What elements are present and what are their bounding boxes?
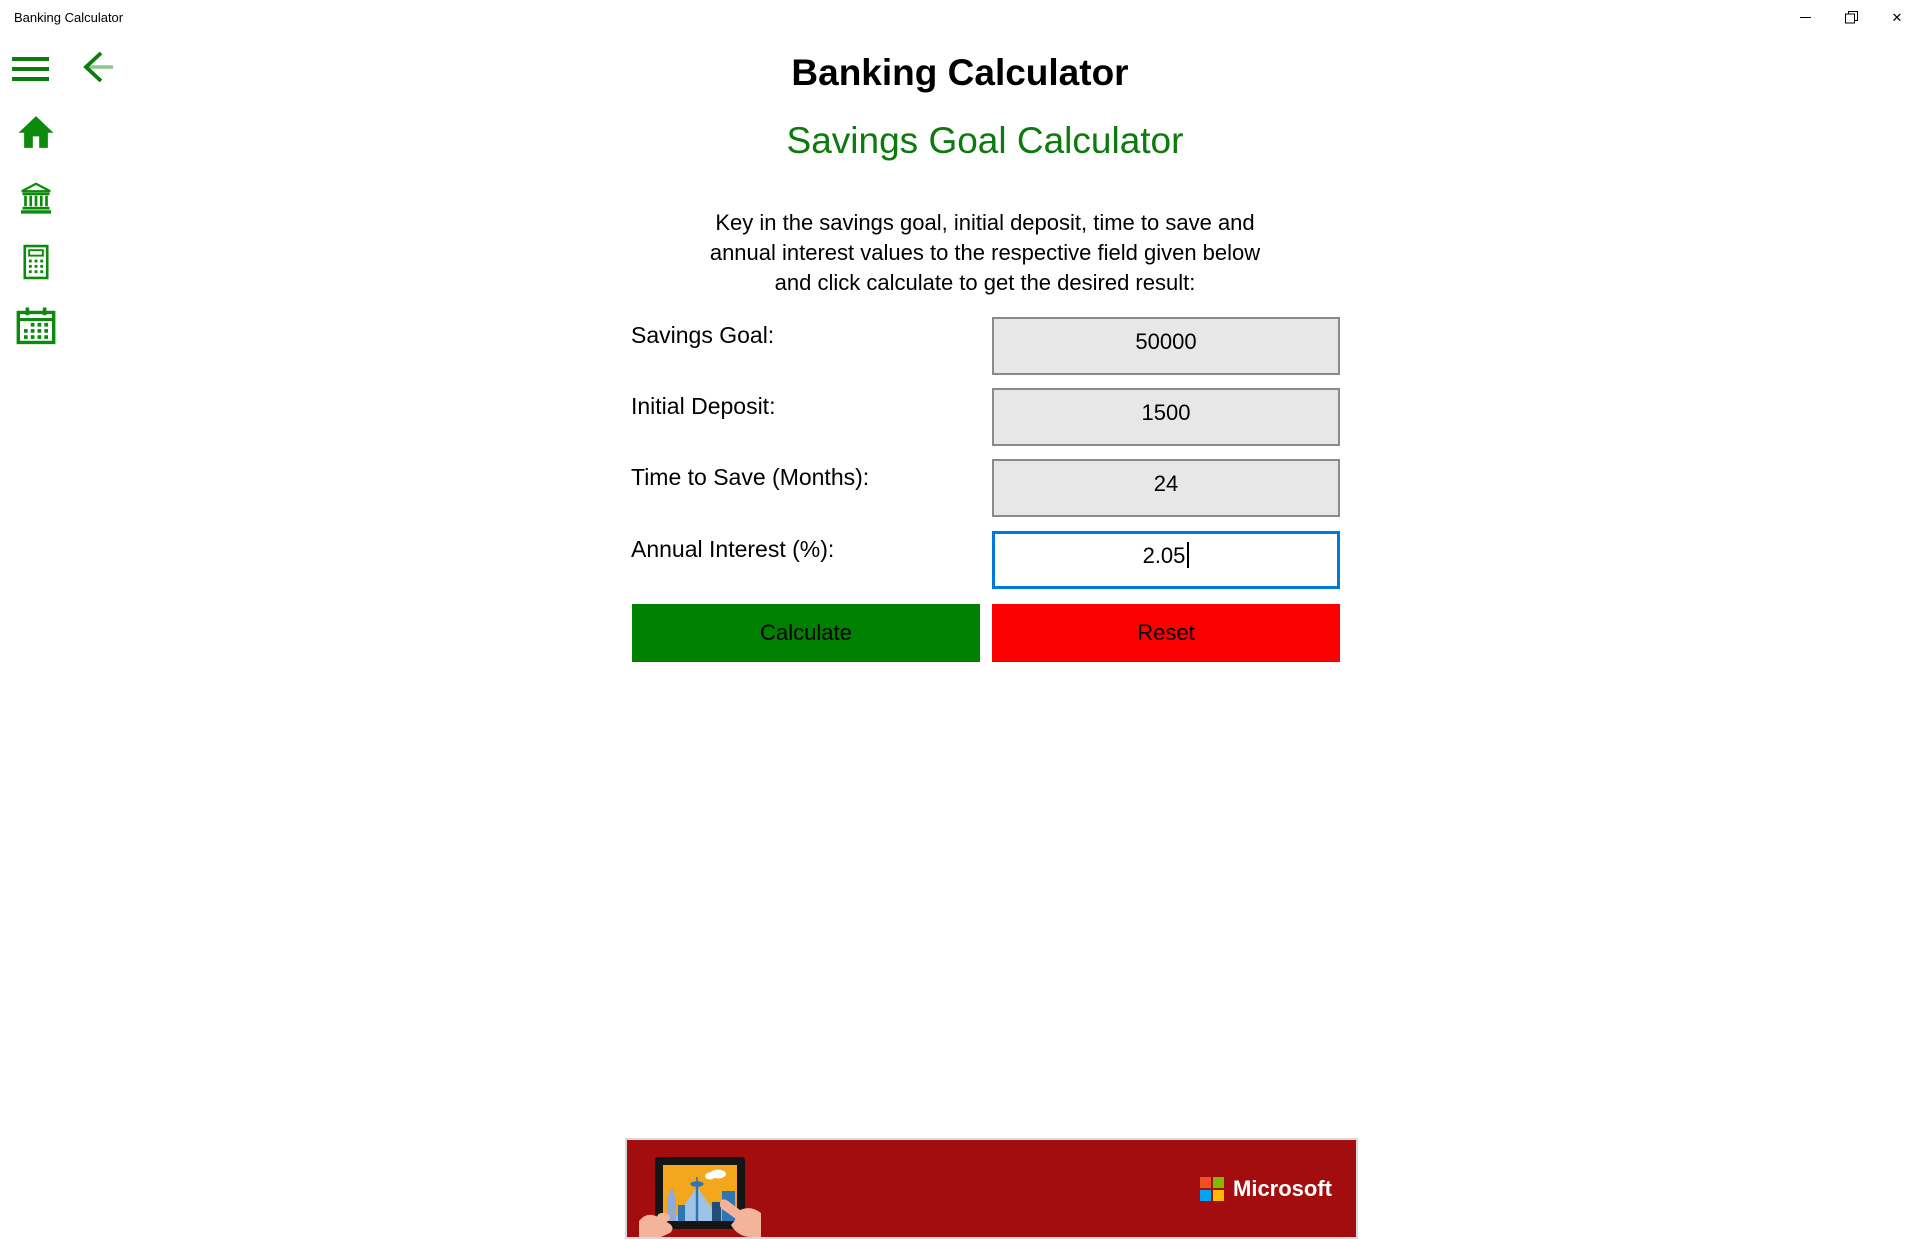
reset-button[interactable]: Reset [992, 604, 1340, 662]
savings-goal-value: 50000 [1135, 329, 1197, 354]
window-title: Banking Calculator [14, 10, 124, 25]
instructions-line: annual interest values to the respective field given below [709, 240, 1261, 265]
close-button[interactable] [1874, 0, 1920, 34]
text-caret [1187, 542, 1189, 568]
app-title: Banking Calculator [791, 52, 1129, 93]
home-icon [17, 113, 55, 151]
ms-square-yellow [1213, 1190, 1224, 1201]
ad-banner[interactable] [625, 1138, 1358, 1239]
savings-goal-label: Savings Goal: [631, 322, 775, 348]
window-controls [1782, 0, 1920, 34]
instructions [575, 208, 1395, 298]
ms-square-blue [1200, 1190, 1211, 1201]
initial-deposit-input[interactable] [992, 388, 1340, 446]
close-icon: ✕ [1891, 9, 1903, 25]
annual-interest-label: Annual Interest (%): [631, 536, 835, 562]
initial-deposit-value: 1500 [1141, 400, 1191, 425]
calculator-icon [23, 242, 49, 282]
microsoft-logo-squares [1200, 1177, 1224, 1201]
sidebar-item-calendar[interactable] [15, 305, 57, 347]
calendar-icon [16, 306, 56, 346]
ms-square-green [1213, 1177, 1224, 1188]
instructions-line: Key in the savings goal, initial deposit, time to save and [715, 210, 1255, 235]
sidebar-item-home[interactable] [15, 111, 57, 153]
annual-interest-input[interactable] [992, 531, 1340, 589]
restore-button[interactable] [1828, 0, 1874, 34]
time-to-save-input[interactable] [992, 459, 1340, 517]
tablet-ad-illustration [639, 1145, 761, 1237]
initial-deposit-label: Initial Deposit: [631, 393, 776, 419]
sidebar-item-bank[interactable] [15, 177, 57, 219]
annual-interest-value: 2.05 [1142, 543, 1186, 568]
savings-goal-input[interactable] [992, 317, 1340, 375]
calculate-button[interactable]: Calculate [632, 604, 980, 662]
ms-square-red [1200, 1177, 1211, 1188]
page-title: Savings Goal Calculator [786, 120, 1184, 161]
microsoft-wordmark: Microsoft [1233, 1175, 1332, 1201]
microsoft-logo [1200, 1176, 1332, 1202]
minimize-button[interactable] [1782, 0, 1828, 34]
bank-icon [18, 180, 54, 216]
title-bar [0, 0, 1920, 36]
restore-icon [1845, 11, 1858, 24]
instructions-line: and click calculate to get the desired result: [774, 270, 1196, 295]
minimize-icon [1800, 17, 1811, 18]
sidebar-item-calculator[interactable] [15, 241, 57, 283]
time-to-save-value: 24 [1153, 471, 1179, 496]
time-to-save-label: Time to Save (Months): [631, 464, 870, 490]
